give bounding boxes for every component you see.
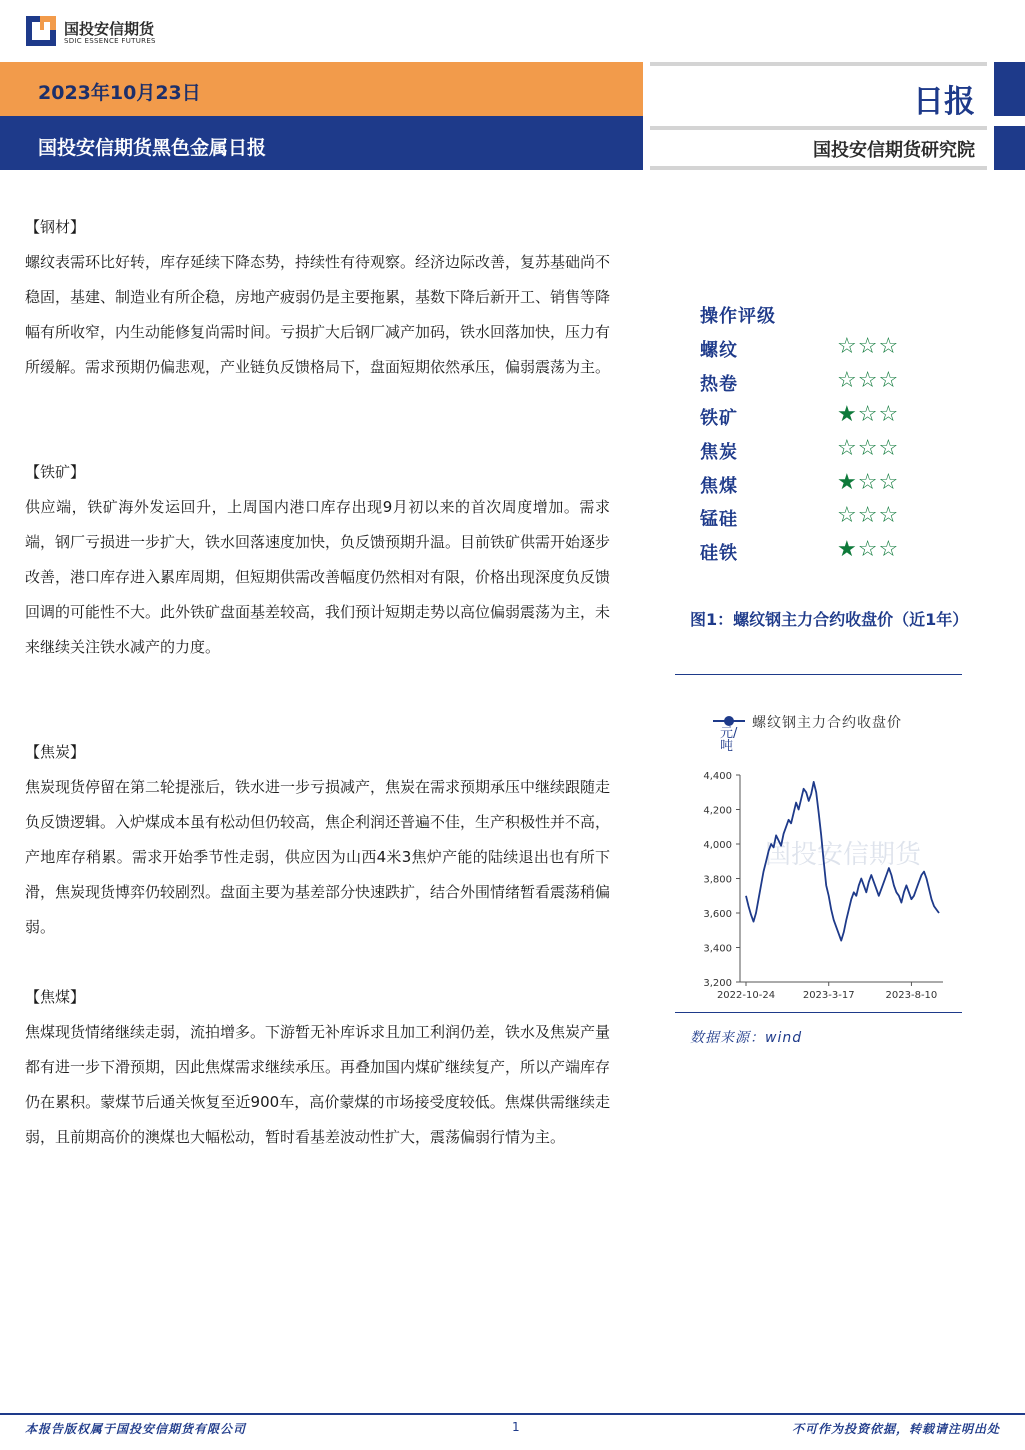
rating-stars-icon: ★☆☆ [837, 537, 900, 562]
logo-mark-icon [26, 16, 56, 46]
rating-title: 操作评级 [700, 306, 776, 327]
section-coke [25, 740, 610, 945]
section-title: 【焦炭】 [25, 743, 86, 761]
section-title: 【焦煤】 [25, 988, 86, 1006]
y-tick-label: 3,200 [703, 978, 732, 989]
rating-row [700, 537, 960, 567]
rating-row [700, 503, 960, 533]
report-type: 日报 [913, 84, 975, 120]
rating-stars-icon: ☆☆☆ [837, 334, 900, 359]
section-iron-ore [25, 460, 610, 665]
x-tick-label: 2023-8-10 [885, 990, 938, 1001]
chart-legend-label: 螺纹钢主力合约收盘价 [752, 715, 902, 731]
chart-watermark: 国投安信期货 [765, 840, 922, 870]
header-rule-middle [650, 126, 987, 130]
rating-name: 硅铁 [700, 543, 738, 564]
section-coking-coal [25, 985, 610, 1155]
y-tick-label: 4,200 [703, 805, 732, 817]
chart-canvas [675, 700, 962, 1010]
rating-row [700, 334, 960, 364]
rating-row [700, 368, 960, 398]
section-title: 【钢材】 [25, 218, 86, 236]
figure-title: 图1：螺纹钢主力合约收盘价（近1年） [690, 610, 969, 629]
rating-stars-icon: ★☆☆ [837, 470, 900, 495]
section-body: 供应端，铁矿海外发运回升，上周国内港口库存出现9月初以来的首次周度增加。需求端，钢厂亏损进一步扩大，铁水回落速度加快，负反馈预期升温。目前铁矿供需开始逐步改善，港口库存进入累库周期，但短期供需改善幅度仍然相对有限，价格出现深度负反馈回调的可能性不大。此外铁矿盘面基差较高，我们预计短期走势以高位偏弱震荡为主，未来继续关注铁水减产的力度。 [25, 498, 611, 656]
title-band [0, 116, 643, 170]
y-tick-label: 3,800 [703, 874, 732, 886]
section-body: 焦煤现货情绪继续走弱，流拍增多。下游暂无补库诉求且加工利润仍差，铁水及焦炭产量都有进一步下滑预期，因此焦煤需求继续承压。再叠加国内煤矿继续复产，所以产端库存仍在累积。蒙煤节后通关恢复至近900车，高价蒙煤的市场接受度较低。焦煤供需继续走弱，且前期高价的澳煤也大幅松动，暂时看基差波动性扩大，震荡偏弱行情为主。 [25, 1023, 611, 1146]
institute-name: 国投安信期货研究院 [813, 140, 975, 161]
header-rule-top [650, 62, 987, 66]
section-title: 【铁矿】 [25, 463, 86, 481]
rating-stars-icon: ☆☆☆ [837, 436, 900, 461]
x-tick-label: 2022-10-24 [716, 990, 776, 1001]
section-steel [25, 215, 610, 385]
rating-name: 热卷 [700, 374, 738, 395]
section-body: 焦炭现货停留在第二轮提涨后，铁水进一步亏损减产，焦炭在需求预期承压中继续跟随走负反馈逻辑。入炉煤成本虽有松动但仍较高，焦企利润还普遍不佳，生产积极性并不高，产地库存稍累。需求开始季节性走弱，供应因为山西4米3焦炉产能的陆续退出也有所下滑，焦炭现货博弈仍较剧烈。盘面主要为基差部分快速跌扩，结合外围情绪暂看震荡稍偏弱。 [25, 778, 611, 936]
company-logo [26, 16, 176, 52]
footer-rule [0, 1413, 1025, 1415]
report-title: 国投安信期货黑色金属日报 [38, 137, 267, 159]
rating-name: 焦炭 [700, 442, 738, 463]
rating-name: 螺纹 [700, 340, 738, 361]
rating-row [700, 436, 960, 466]
y-tick-label: 4,400 [703, 771, 732, 782]
header-accent-bar-bottom [994, 126, 1025, 170]
report-date: 2023年10月23日 [38, 82, 201, 104]
y-tick-label: 3,600 [703, 909, 732, 920]
page-number: 1 [512, 1420, 520, 1434]
rating-stars-icon: ☆☆☆ [837, 368, 900, 393]
rating-stars-icon: ☆☆☆ [837, 503, 900, 528]
logo-en-text: SDIC ESSENCE FUTURES [64, 37, 156, 45]
logo-cn-text: 国投安信期货 [64, 20, 155, 38]
rating-name: 焦煤 [700, 476, 738, 497]
date-band [0, 62, 643, 116]
rating-row [700, 470, 960, 500]
chart-y-unit: 元/吨 [720, 726, 738, 754]
rating-name: 锰硅 [700, 509, 738, 530]
rebar-price-chart [675, 700, 962, 1010]
rating-stars-icon: ★☆☆ [837, 402, 900, 427]
data-source: 数据来源：wind [690, 1030, 803, 1046]
header-accent-bar-top [994, 62, 1025, 116]
x-tick-label: 2023-3-17 [802, 990, 855, 1001]
y-tick-label: 3,400 [703, 943, 732, 955]
y-tick-label: 4,000 [703, 840, 732, 851]
figure-rule-top [675, 674, 962, 675]
legend-marker [724, 716, 734, 726]
header-rule-bottom [650, 166, 987, 170]
rating-name: 铁矿 [700, 408, 738, 429]
section-body: 螺纹表需环比好转，库存延续下降态势，持续性有待观察。经济边际改善，复苏基础尚不稳固，基建、制造业有所企稳，房地产疲弱仍是主要拖累，基数下降后新开工、销售等降幅有所收窄，内生动能修复尚需时间。亏损扩大后钢厂减产加码，铁水回落加快，压力有所缓解。需求预期仍偏悲观，产业链负反馈格局下，盘面短期依然承压，偏弱震荡为主。 [25, 253, 611, 376]
rating-row [700, 402, 960, 432]
footer-copyright: 本报告版权属于国投安信期货有限公司 [25, 1422, 247, 1436]
footer-disclaimer: 不可作为投资依据，转载请注明出处 [791, 1422, 1000, 1436]
figure-rule-bottom [675, 1012, 962, 1013]
